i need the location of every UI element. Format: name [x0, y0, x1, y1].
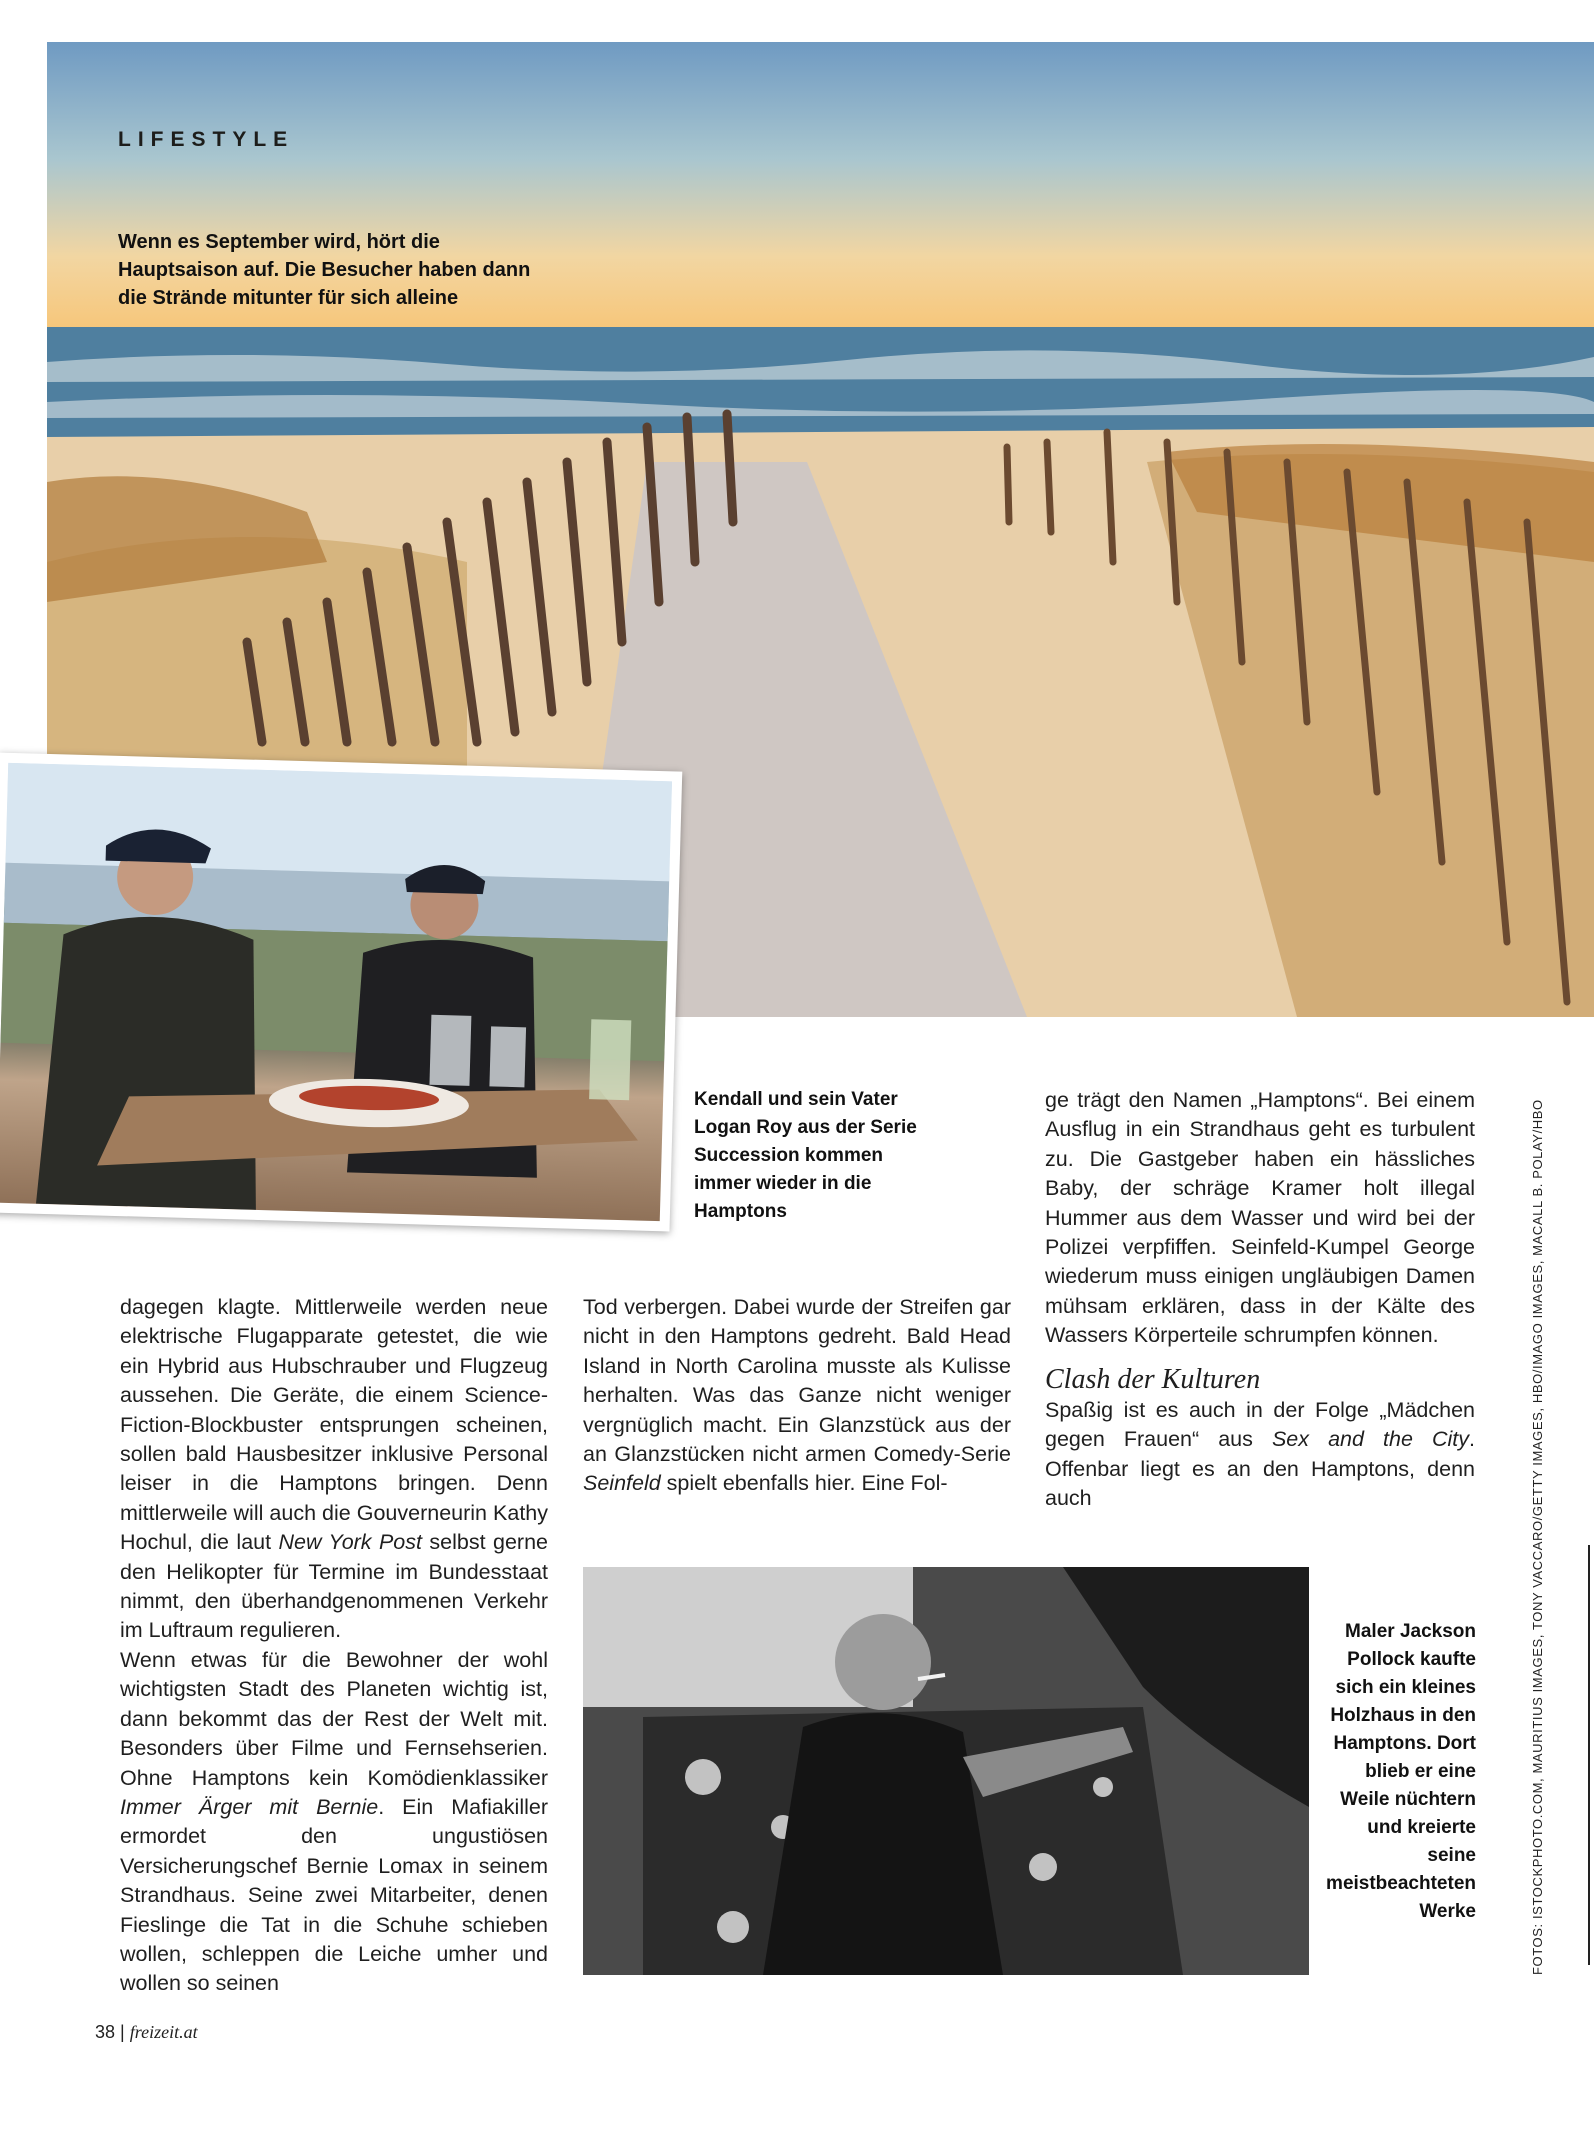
- col1-paragraph-1: [120, 1293, 548, 1646]
- col2-paragraph: [583, 1293, 1011, 1499]
- pollock-illustration: [583, 1567, 1309, 1975]
- site-name[interactable]: freizeit.at: [129, 2022, 198, 2042]
- inset-photo-frame: [0, 753, 682, 1232]
- col1-p1-text-b: selbst gerne den Helikopter für Termine im Bundesstaat nimmt, den überhandgenommenen Verkehr im Luftraum regulieren.: [120, 1530, 548, 1643]
- pollock-photo: [583, 1567, 1309, 1975]
- page-footer: [95, 2022, 198, 2043]
- article-column-3: [1045, 1086, 1475, 1514]
- col1-paragraph-2: [120, 1646, 548, 1999]
- inset-caption: Kendall und sein Vater Logan Roy aus der Serie Succession kommen immer wieder in die Hamptons: [694, 1089, 917, 1222]
- section-label: LIFESTYLE: [118, 128, 295, 151]
- photo-credit: FOTOS: ISTOCKPHOTO.COM, MAURITIUS IMAGES, TONY VACCARO/GETTY IMAGES, HBO/IMAGO IMAGES, MACALL B. POLAY/HBO: [1530, 1099, 1545, 1975]
- folio-separator: |: [120, 2022, 125, 2042]
- succession-illustration: [0, 763, 672, 1221]
- col1-p1-text-a: dagegen klagte. Mittlerweile werden neue elektrische Flugapparate getestet, die wie ein Hybrid aus Hubschrauber und Flugzeug aussehen. Die Geräte, die einem Science-Fiction-Blockbuster entsprungen scheinen, sollen bald Hausbesitzer inklusive Personal leiser in die Hamptons bringen. Denn mittlerweile will auch die Gouverneurin Kathy Hochul, die laut: [120, 1295, 548, 1555]
- col3-p2-text-b: . Offenbar liegt es an den Hamptons, denn auch: [1045, 1427, 1475, 1511]
- pollock-caption: Maler Jackson Pollock kaufte sich ein kleines Holzhaus in den Hamptons. Dort blieb er eine Weile nüchtern und kreierte seine meistbeachteten Werke: [1326, 1621, 1476, 1922]
- hero-caption: Wenn es September wird, hört die Hauptsaison auf. Die Besucher haben dann die Strände mitunter für sich alleine: [118, 231, 531, 309]
- page-number: 38: [95, 2022, 116, 2042]
- succession-photo: [0, 763, 672, 1221]
- col3-p2-title: Sex and the City: [1271, 1427, 1470, 1452]
- margin-rule: [1588, 1545, 1590, 1965]
- col1-p2-text-b: . Ein Mafiakiller ermordet den ungustiösen Versicherungschef Bernie Lomax in seinem Strandhaus. Seine zwei Mitarbeiter, denen Fieslinge die Tat in die Schuhe schieben wollen, schleppen die Leiche umher und wollen so seinen: [120, 1794, 549, 1996]
- col2-text-a: Tod verbergen. Dabei wurde der Streifen gar nicht in den Hamptons gedreht. Bald Head Island in North Carolina musste als Kulisse herhalten. Was das Ganze nicht weniger vergnüglich macht. Ein Glanzstück aus der an Glanzstücken nicht armen Comedy-Serie: [583, 1295, 1011, 1467]
- col1-p2-film-title: Immer Ärger mit Bernie: [120, 1794, 379, 1819]
- col1-p1-publication: New York Post: [278, 1530, 422, 1555]
- article-column-1: [120, 1293, 548, 1999]
- col3-p2-text-a: Spaßig ist es auch in der Folge „Mädchen gegen Frauen“ aus: [1045, 1398, 1475, 1452]
- col3-paragraph-1: ge trägt den Namen „Hamptons“. Bei einem Ausflug in ein Strandhaus geht es turbulent zu. Die Gastgeber haben ein hässliches Baby, der schräge Kramer holt illegal Hummer aus dem Wasser und wird bei der Polizei verpfiffen. Seinfeld-Kumpel George wiederum muss einigen ungläubigen Damen mühsam erklären, dass in der Kälte des Wassers Körperteile schrumpfen können.: [1045, 1088, 1475, 1348]
- article-column-2: [583, 1293, 1011, 1499]
- col3-paragraph-2: [1045, 1396, 1475, 1514]
- subheading: Clash der Kulturen: [1045, 1363, 1261, 1395]
- col1-p2-text-a: Wenn etwas für die Bewohner der wohl wichtigsten Stadt des Planeten wichtig ist, dann bekommt das der Rest der Welt mit. Besonders über Filme und Fernsehserien. Ohne Hamptons kein Komödienklassiker: [120, 1647, 548, 1790]
- col2-series-title: Seinfeld: [583, 1471, 661, 1496]
- col2-text-b: spielt ebenfalls hier. Eine Fol-: [660, 1471, 948, 1496]
